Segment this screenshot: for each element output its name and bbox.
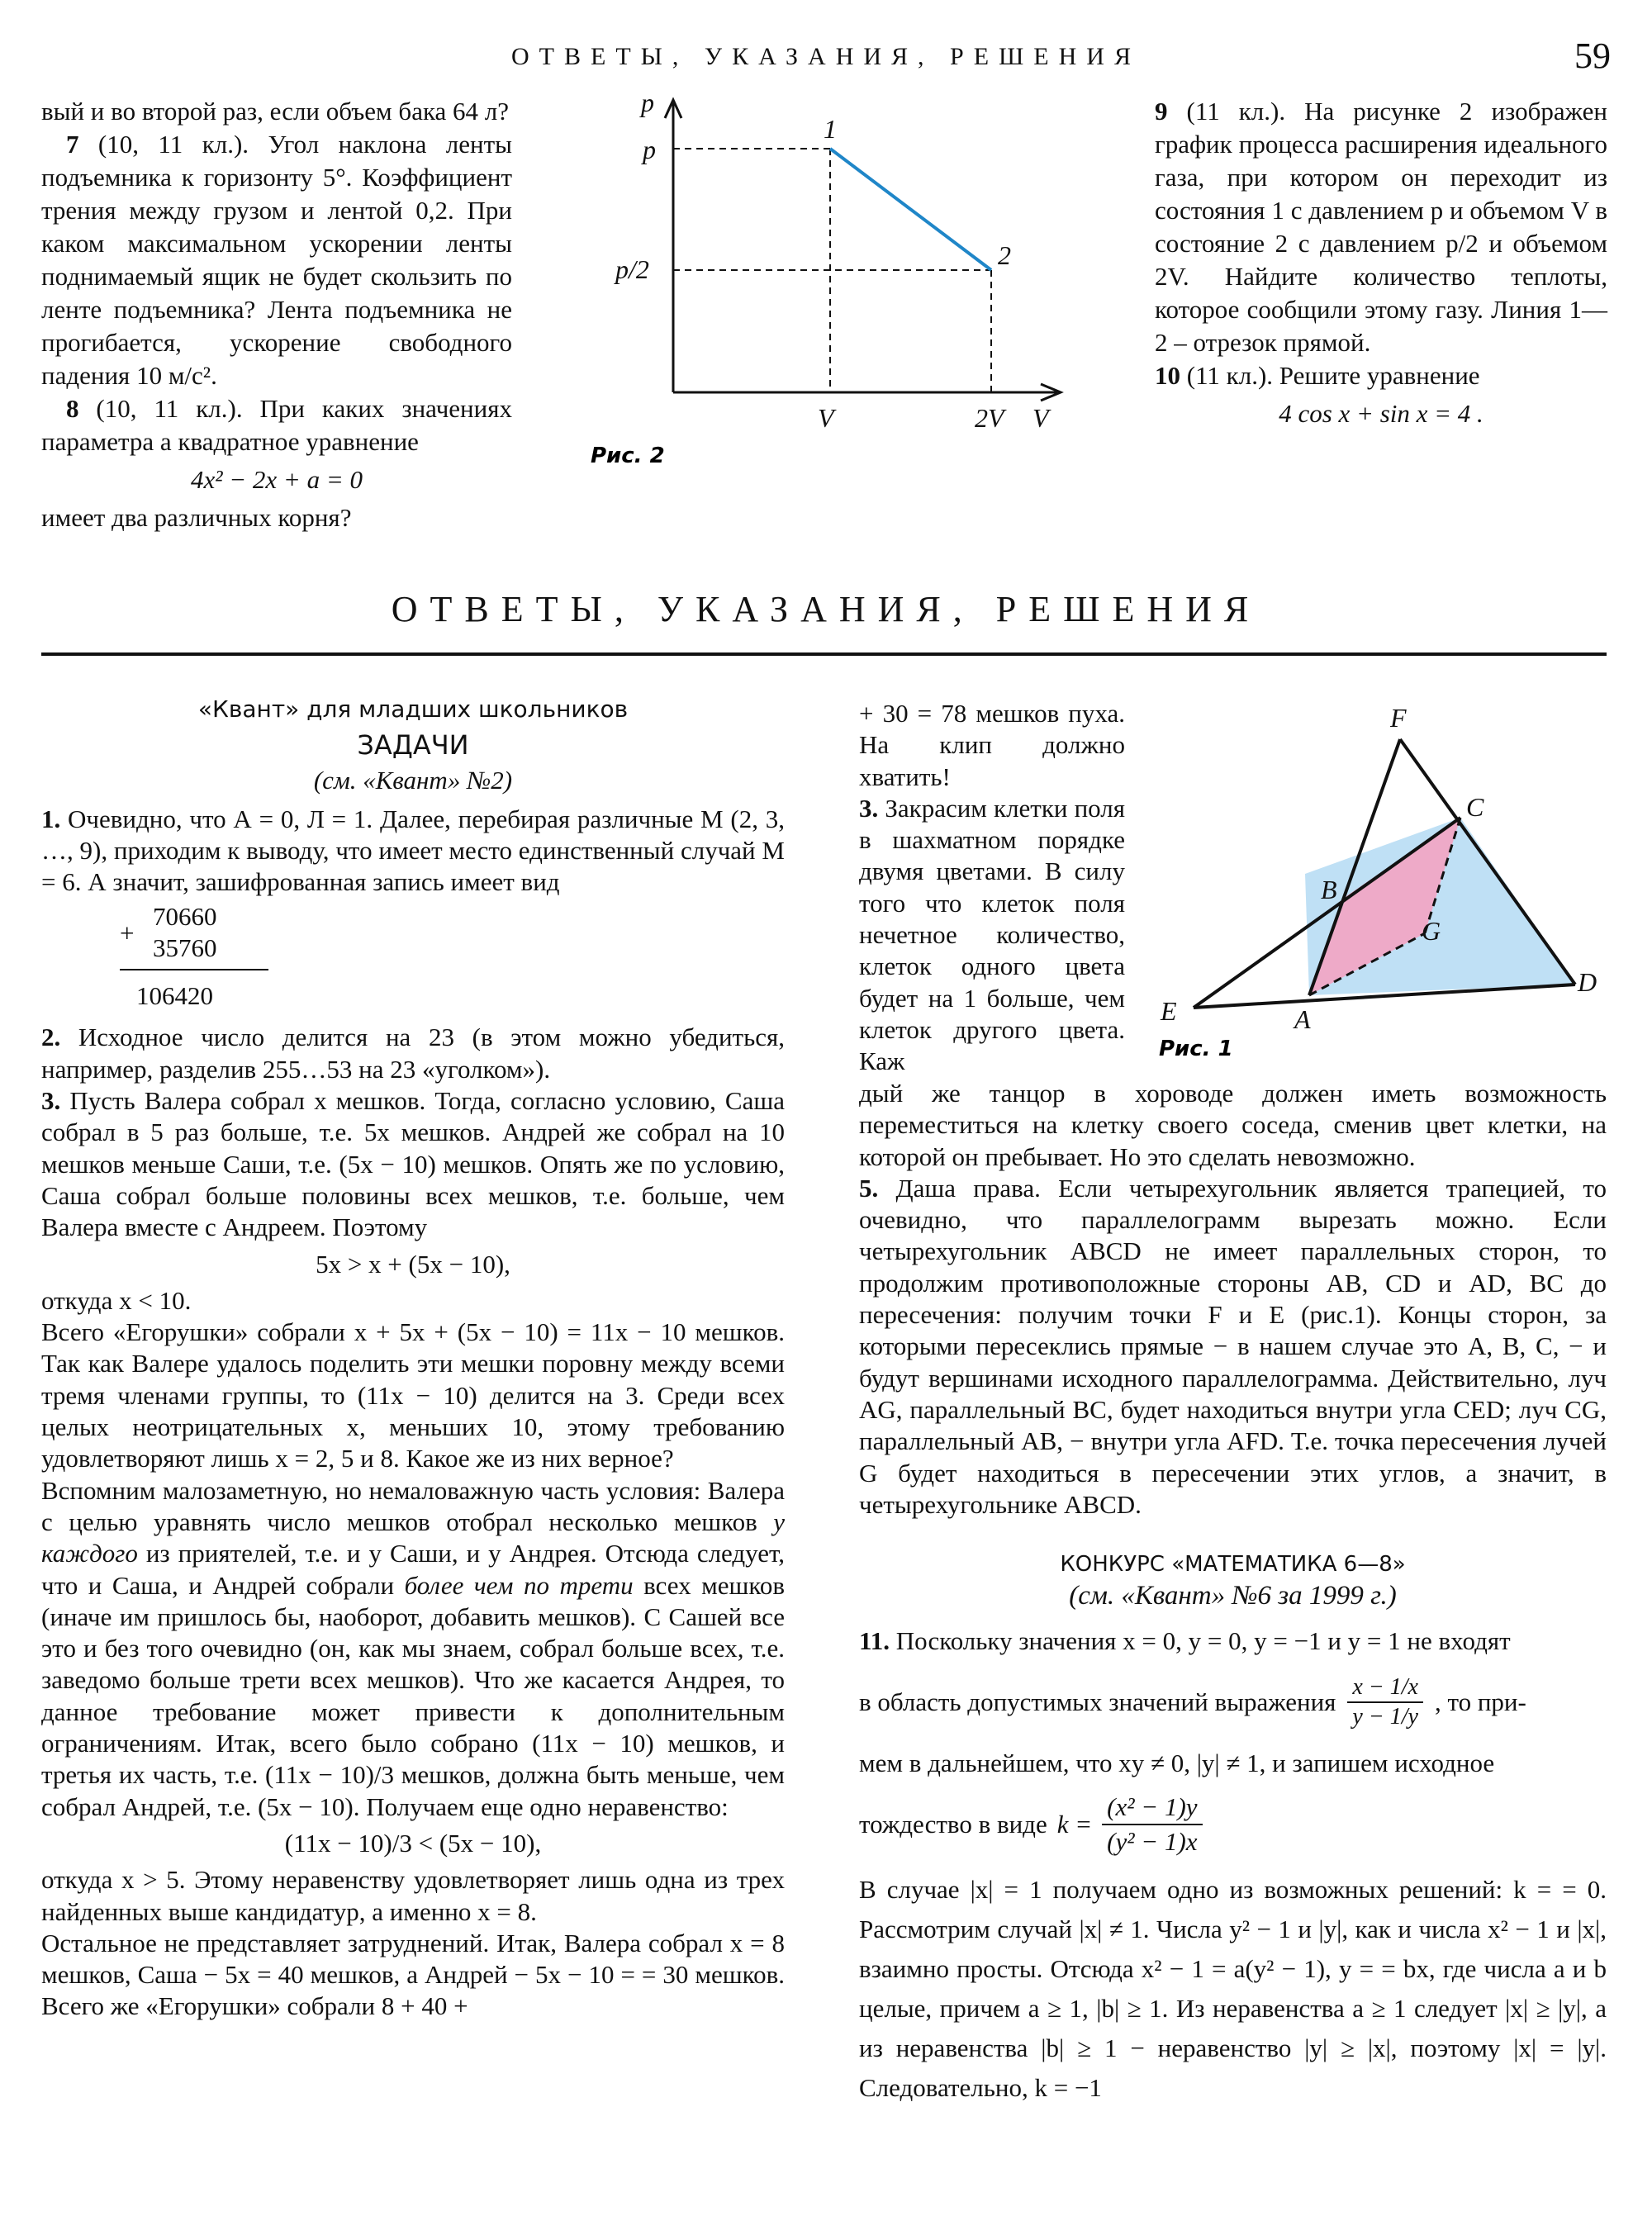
y-axis-label: p xyxy=(641,88,654,117)
problem-8: 8 (10, 11 кл.). При каких значениях параметра a квадратное уравнение xyxy=(41,394,512,456)
identity-line: тождество в виде k = $\frac{\text{(x² − 1)y}}{\text{(y² − 1)x}}$ xyxy=(859,1779,1607,1870)
paragraph: откуда x < 10. xyxy=(41,1285,192,1315)
column-addition xyxy=(120,898,285,1022)
section-divider xyxy=(41,652,1607,656)
solution-3: 3. Пусть Валера собрал x мешков. Тогда, согласно условию, Саша собрал в 5 раз больше, т.е. 5x мешков. Андрей же собрал на 10 мешков меньше Саши, т.е. (5x − 10) мешков. Опять же по условию, Саша собрал больше половины всех мешков, т.е. больше, чем Валера вместе с Андреем. Поэтому xyxy=(41,1086,785,1242)
figure-1-quadrilateral xyxy=(1144,694,1611,1065)
paragraph: мем в дальнейшем, что xy ≠ 0, |y| ≠ 1, и запишем исходное xyxy=(859,1749,1495,1778)
problem-10: 10 (11 кл.). Решите уравнение xyxy=(1155,361,1480,390)
running-title: ОТВЕТЫ, УКАЗАНИЯ, РЕШЕНИЯ xyxy=(511,43,1141,70)
vertex-label-f: F xyxy=(1390,703,1407,733)
lower-right-column xyxy=(859,1078,1607,2108)
inequality-2: (11x − 10)/3 < (5x − 10), xyxy=(284,1828,542,1858)
vertex-label-d: D xyxy=(1578,967,1597,997)
paragraph: В случае |x| = 1 получаем одно из возможных решений: k = = 0. Рассмотрим случай |x| ≠ 1. Числа y² − 1 и |y|, как и числа x² − 1 и |x|, взаимно просты. Отсюда x² − 1 = a(y² − 1), y = = bx, где числа a и b целые, причем a ≥ 1, |b| ≥ 1. Из неравенства a ≥ 1 следует |x| ≥ |y|, а из неравенства |b| ≥ 1 − неравенство |y| ≥ |x|, поэтому |x| = |y|. Следовательно, k = −1 xyxy=(859,1875,1607,2103)
paragraph: Вспомним малозаметную, но немаловажную часть условия: Валера с целью уравнять число мешков отобрал несколько мешков у каждого из приятелей, т.е. и у Саши, и у Андрея. Отсюда следует, что и Саша, и Андрей собрали более чем по трети всех мешков (иначе им пришлось бы, наоборот, добавить мешков). С Сашей все это и без того очевидно (он, как мы знаем, собрал больше всех, т.е. заведомо больше трети всех мешков). Что же касается Андрея, то данное требование может привести к дополнительным ограничениям. Итак, всего было собрано (11x − 10) мешков, и третья их часть, т.е. (11x − 10)/3 мешков, должна быть меньше, чем собрал Андрей, т.е. (5x − 10). Получаем еще одно неравенство: xyxy=(41,1475,785,1821)
tick-label-v: V xyxy=(818,403,834,433)
section-heading: ЗАДАЧИ xyxy=(357,729,469,762)
lower-left-column xyxy=(41,694,785,2023)
point-1-label: 1 xyxy=(824,114,837,144)
point-2-label: 2 xyxy=(998,240,1011,270)
fraction-expression: x − 1/x y − 1/y xyxy=(1347,1673,1423,1731)
inequality-1: 5x > x + (5x − 10), xyxy=(316,1249,510,1279)
addend-2: 35760 xyxy=(153,933,217,963)
vertex-label-c: C xyxy=(1466,792,1484,822)
plus-sign: + xyxy=(120,918,135,948)
problem-7: 7 (10, 11 кл.). Угол наклона ленты подъемника к горизонту 5°. Коэффициент трения между грузом и лентой 0,2. При каком максимальном ускорении ленты поднимаемый ящик не будет скользить по ленте подъемника? Лента подъемника не прогибается, ускорение свободного падения 10 м/с². xyxy=(41,130,512,390)
sum-line xyxy=(120,969,268,970)
paragraph: + 30 = 78 мешков пуха. На клип должно хватить! xyxy=(859,699,1125,791)
tick-label-2v: 2V xyxy=(975,403,1004,433)
process-line-1-2 xyxy=(830,149,991,270)
vertex-label-e: E xyxy=(1161,996,1177,1026)
figure-2-caption: Рис. 2 xyxy=(591,444,665,468)
vertex-label-b: B xyxy=(1321,875,1337,904)
paragraph: откуда x > 5. Этому неравенству удовлетворяет лишь одна из трех найденных выше кандидатур, а именно x = 8. xyxy=(41,1865,785,1926)
figure-2-pv-graph xyxy=(570,87,1082,475)
contest-heading: КОНКУРС «МАТЕМАТИКА 6—8» xyxy=(1060,1552,1406,1578)
page-number: 59 xyxy=(1574,36,1611,76)
rubric-heading: «Квант» для младших школьников xyxy=(197,695,629,723)
addend-1: 70660 xyxy=(153,902,217,932)
fraction-identity: $\frac{\text{(x² − 1)y}}{\text{(y² − 1)x}}$ xyxy=(1102,1791,1202,1858)
problem-9: 9 (11 кл.). На рисунке 2 изображен график процесса расширения идеального газа, при котором он переходит из состояния 1 с давлением p и объемом V в состояние 2 с давлением p/2 и объемом 2V. Найдите количество теплоты, которое сообщили этому газу. Линия 1—2 – отрезок прямой. xyxy=(1155,97,1607,357)
paragraph: дый же танцор в хороводе должен иметь возможность переместиться на клетку своего соседа, сменив цвет клетки, на которой он пребывает. Но это сделать невозможно. xyxy=(859,1079,1607,1171)
solution-11: 11. Поскольку значения x = 0, y = 0, y = −1 и y = 1 не входят xyxy=(859,1625,1511,1655)
vertex-label-g: G xyxy=(1422,916,1441,946)
top-left-column xyxy=(41,95,512,534)
solution-5: 5. Даша права. Если четырехугольник является трапецией, то очевидно, что параллелограмм вырезать можно. Если четырехугольник ABCD не имеет параллельных сторон, то продолжим противоположные стороны AB, CD и AD, BC до пересечения: получим точки F и E (рис.1). Концы сторон, за которыми пересеклись прямые − в нашем случае это A, B, C, − и будут вершинами исходного параллелограмма. Действительно, луч AG, параллельный BC, будет находиться внутри угла CED; луч CG, параллельный AB, − внутри угла AFD. Т.е. точка пересечения лучей G будет находиться в пересечении этих углов, а значит, в четырехугольнике ABCD. xyxy=(859,1173,1607,1519)
expression-line: в область допустимых значений выражения x − 1/x y − 1/y , то при- xyxy=(859,1674,1526,1730)
paragraph: Всего «Егорушки» собрали x + 5x + (5x − 10) = 11x − 10 мешков. Так как Валере удалось поделить эти мешки поровну между всеми тремя членами группы, то (11x − 10) делится на 3. Среди всех целых неотрицательных x, меньших 10, этому требованию удовлетворяют лишь x = 2, 5 и 8. Какое же из них верное? xyxy=(41,1317,785,1473)
lower-right-narrow xyxy=(859,698,1125,1078)
solution-3-right: 3. Закрасим клетки поля в шахматном порядке двумя цветами. В силу того что клеток поля нечетное количество, клеток одного цвета будет на 1 больше, чем клеток другого цвета. Каж xyxy=(859,793,1125,1076)
paragraph: вый и во второй раз, если объем бака 64 л? xyxy=(41,97,510,126)
reference-heading: (см. «Квант» №2) xyxy=(313,766,513,795)
equation-10: 4 cos x + sin x = 4 . xyxy=(1279,399,1483,428)
solution-2: 2. Исходное число делится на 23 (в этом можно убедиться, например, разделив 255…53 на 23 «уголком»). xyxy=(41,1023,785,1084)
equation-8: 4x² − 2x + a = 0 xyxy=(190,465,363,494)
x-axis-label: V xyxy=(1032,403,1049,433)
figure-1-caption: Рис. 1 xyxy=(1159,1037,1233,1061)
tick-label-p-half: p/2 xyxy=(615,254,649,284)
solution-1: 1. Очевидно, что А = 0, Л = 1. Далее, перебирая различные М (2, 3, …, 9), приходим к выводу, что имеет место единственный случай М = 6. А значит, зашифрованная запись имеет вид xyxy=(41,804,785,897)
sum: 106420 xyxy=(136,981,213,1011)
section-title: ОТВЕТЫ, УКАЗАНИЯ, РЕШЕНИЯ xyxy=(391,589,1261,629)
vertex-label-a: A xyxy=(1294,1004,1311,1034)
top-right-column xyxy=(1155,95,1607,430)
paragraph: Остальное не представляет затруднений. Итак, Валера собрал x = 8 мешков, Саша − 5x = 40 мешков, а Андрей − 5x − 10 = = 30 мешков. Всего же «Егорушки» собрали 8 + 40 + xyxy=(41,1928,785,2021)
contest-reference: (см. «Квант» №6 за 1999 г.) xyxy=(1069,1581,1397,1611)
paragraph: имеет два различных корня? xyxy=(41,503,352,532)
tick-label-p: p xyxy=(643,135,656,164)
